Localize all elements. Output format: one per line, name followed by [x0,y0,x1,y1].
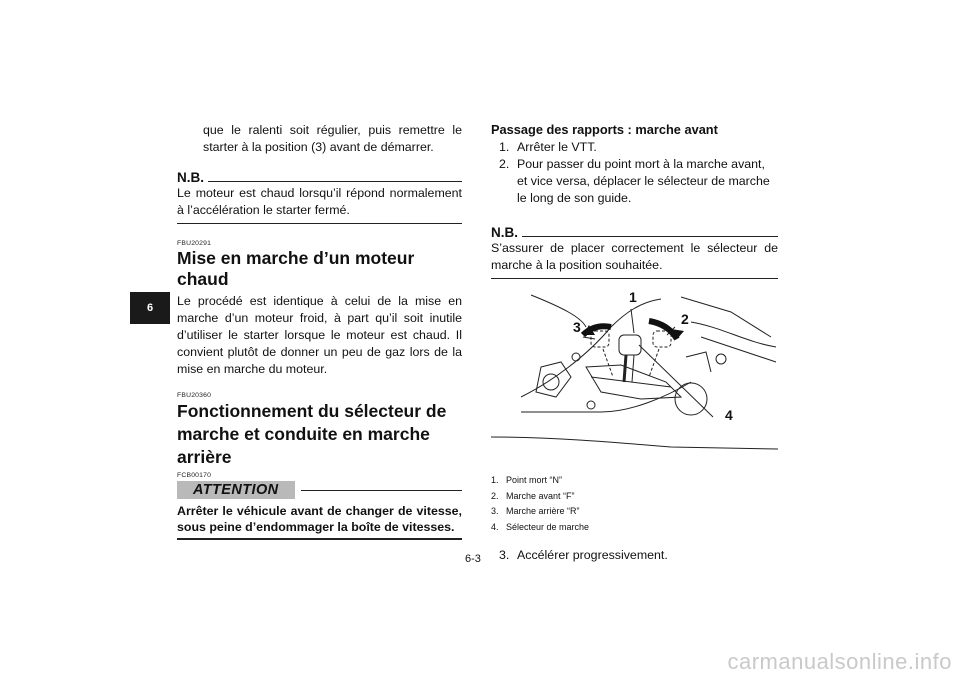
subsection-heading: Passage des rapports : marche avant [491,122,718,137]
list-item: 4. Sélecteur de marche [491,521,590,532]
intro-text: que le ralenti soit régulier, puis remettre le starter à la position (3) avant de démarrer. [203,123,462,154]
section-code: FBU20360 [177,392,212,399]
note-rule [208,181,462,182]
figure-captions [491,473,778,535]
watermark: carmanualsonline.info [727,649,952,674]
note-rule [522,236,778,237]
callout-4: 4 [725,407,733,423]
section-text-warm-start: Le procédé est identique à celui de la mise en marche d’un moteur froid, à part qu’il soit inutile d’utiliser le starter lorsque le moteur est chaud. Il convient plutôt de donner un peu de gaz lors de la mise en marche du moteur. [177,294,462,376]
note-end-rule [491,278,778,279]
gear-selector-illustration [491,287,778,459]
note-title: N.B. [491,225,518,240]
step-list [491,139,778,207]
step-list-continued [491,547,778,564]
section-code: FBU20291 [177,240,212,247]
chapter-tab: 6 [130,292,170,324]
note-block-2 [491,225,778,279]
attention-badge: ATTENTION [177,481,295,499]
callout-2: 2 [681,311,689,327]
note-text: Le moteur est chaud lorsqu’il répond normalement à l’accélération le starter fermé. [177,186,462,217]
callout-1: 1 [629,289,637,305]
page-number: 6-3 [465,553,481,565]
list-item: 2. Pour passer du point mort à la marche avant, et vice versa, déplacer le sélecteur de marche le long de son guide. [499,157,770,205]
attention-rule [301,490,463,491]
left-column [177,122,462,540]
list-item: 3. Accélérer progressivement. [499,548,668,562]
note-title: N.B. [177,170,204,185]
list-item: 3. Marche arrière “R” [491,506,580,516]
attention-text: Arrêter le véhicule avant de changer de vitesse, sous peine d’endommager la boîte de vitesses. [177,503,462,540]
section-heading-warm-start: Mise en marche d’un moteur chaud [177,248,415,289]
attention-header [177,481,462,499]
gear-selector-drawing [491,287,778,459]
note-block-1 [177,170,462,224]
section-heading-selector: Fonctionnement du sélecteur de marche et conduite en marche arrière [177,401,447,467]
note-text: S’assurer de placer correctement le sélecteur de marche à la position souhaitée. [491,241,778,272]
callout-3: 3 [573,319,581,335]
attention-code: FCB00170 [177,472,212,479]
list-item: 2. Marche avant “F” [491,490,575,501]
list-item: 1. Point mort “N” [491,475,563,485]
right-column [491,122,778,564]
note-end-rule [177,223,462,224]
list-item: 1. Arrêter le VTT. [499,140,597,154]
